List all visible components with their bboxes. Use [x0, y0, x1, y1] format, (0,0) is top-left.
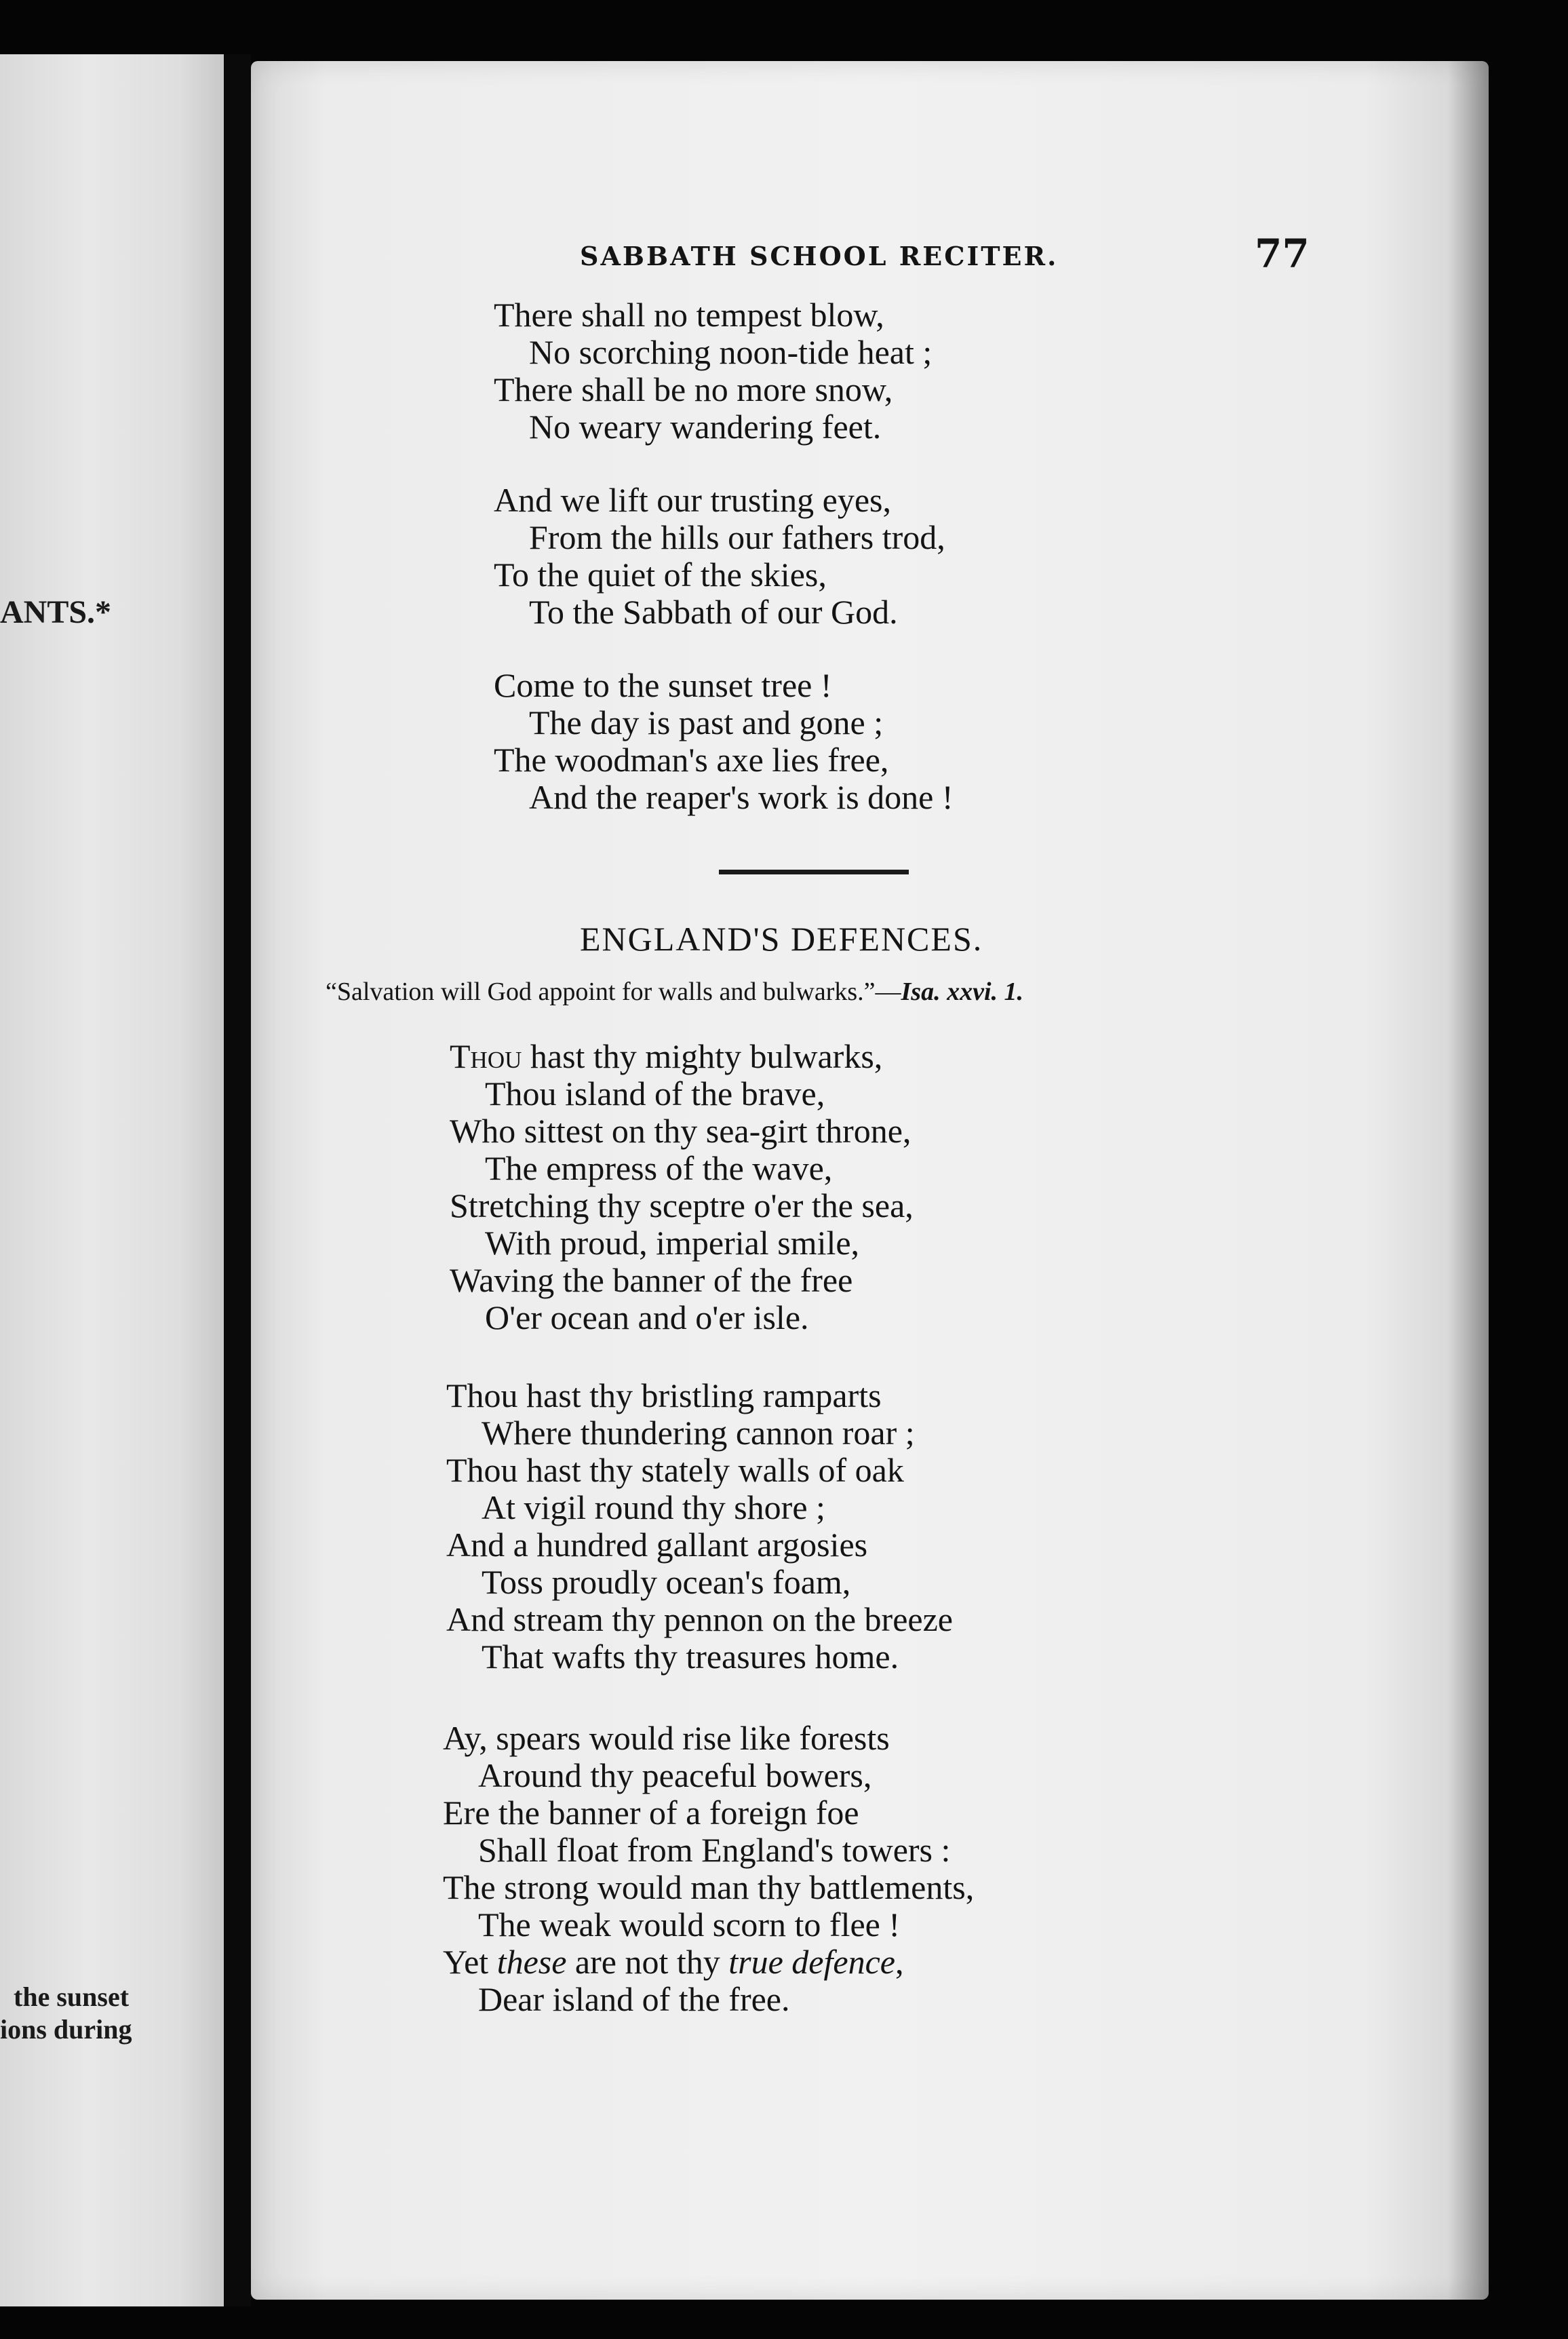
poem-line: The empress of the wave, [485, 1149, 833, 1187]
poem-line: There shall be no more snow, [494, 370, 893, 408]
poem-line: Thou hast thy stately walls of oak [446, 1451, 904, 1489]
line-part: are not thy [566, 1943, 729, 1981]
epigraph-reference: Isa. xxvi. 1. [901, 978, 1024, 1006]
poem-line: Come to the sunset tree ! [494, 666, 832, 704]
left-page-footnote-line-1: the sunset [14, 1982, 130, 2012]
poem-line: Shall float from England's towers : [478, 1831, 951, 1869]
poem-line: With proud, imperial smile, [485, 1224, 860, 1262]
poem-line: There shall no tempest blow, [494, 296, 884, 334]
poem-line: The day is past and gone ; [529, 703, 884, 741]
line-rest: hast thy mighty bulwarks, [522, 1037, 883, 1075]
second-poem-stanza-1 [450, 1038, 914, 1336]
poem-title: ENGLAND'S DEFENCES. [580, 920, 983, 958]
poem-line: The strong would man thy battlements, [443, 1868, 975, 1906]
left-page-heading-fragment: ANTS.* [0, 594, 112, 630]
line-part: , [895, 1943, 904, 1981]
poem-line: The weak would scorn to flee ! [478, 1906, 900, 1944]
epigraph-text: “Salvation will God appoint for walls and bulwarks.”— [326, 978, 901, 1006]
poem-line: Stretching thy sceptre o'er the sea, [450, 1186, 914, 1224]
section-divider-rule [719, 870, 909, 874]
poem-line: That wafts thy treasures home. [482, 1638, 899, 1676]
poem-line: Thou hast thy bristling ramparts [446, 1376, 882, 1414]
line-part-italic: these [496, 1943, 567, 1981]
book-gutter [224, 54, 251, 2306]
page-number: 77 [1255, 231, 1310, 277]
poem-line: O'er ocean and o'er isle. [485, 1298, 809, 1336]
poem-epigraph [326, 977, 1023, 1007]
poem-line: And stream thy pennon on the breeze [446, 1600, 953, 1638]
poem-line: Thou island of the brave, [485, 1075, 825, 1113]
poem-line: Ere the banner of a foreign foe [443, 1794, 859, 1832]
poem-line: And the reaper's work is done ! [529, 778, 954, 816]
second-poem-stanza-2 [446, 1377, 953, 1676]
line-part: Yet [443, 1943, 497, 1981]
left-facing-page [0, 54, 224, 2306]
first-poem-stanza-1 [494, 296, 932, 446]
poem-line: Dear island of the free. [478, 1980, 790, 2018]
second-poem-stanza-3 [443, 1720, 974, 2018]
poem-line: To the quiet of the skies, [494, 556, 827, 594]
left-page-footnote-line-2: ions during [0, 2014, 132, 2045]
poem-line [450, 1038, 914, 1075]
poem-line: The woodman's axe lies free, [494, 741, 889, 779]
poem-line: And we lift our trusting eyes, [494, 481, 892, 519]
poem-line: Around thy peaceful bowers, [478, 1756, 872, 1794]
page-edge-shadow [1448, 61, 1489, 2300]
poem-line: Where thundering cannon roar ; [482, 1414, 915, 1452]
poem-line: From the hills our fathers trod, [529, 518, 945, 556]
poem-line: At vigil round thy shore ; [482, 1488, 825, 1526]
first-poem-stanza-2 [494, 482, 945, 631]
poem-line: No weary wandering feet. [529, 408, 882, 446]
poem-line [443, 1944, 974, 1981]
poem-line: Waving the banner of the free [450, 1261, 853, 1299]
poem-line: To the Sabbath of our God. [529, 593, 898, 631]
first-poem-stanza-3 [494, 667, 954, 816]
line-part-italic: true defence [728, 1943, 895, 1981]
poem-line: Who sittest on thy sea-girt throne, [450, 1112, 912, 1150]
running-head: SABBATH SCHOOL RECITER. [580, 241, 1059, 271]
poem-line: No scorching noon-tide heat ; [529, 333, 933, 371]
drop-word: Thou [450, 1037, 522, 1075]
poem-line: And a hundred gallant argosies [446, 1526, 868, 1564]
poem-line: Toss proudly ocean's foam, [482, 1563, 851, 1601]
poem-line: Ay, spears would rise like forests [443, 1719, 890, 1757]
